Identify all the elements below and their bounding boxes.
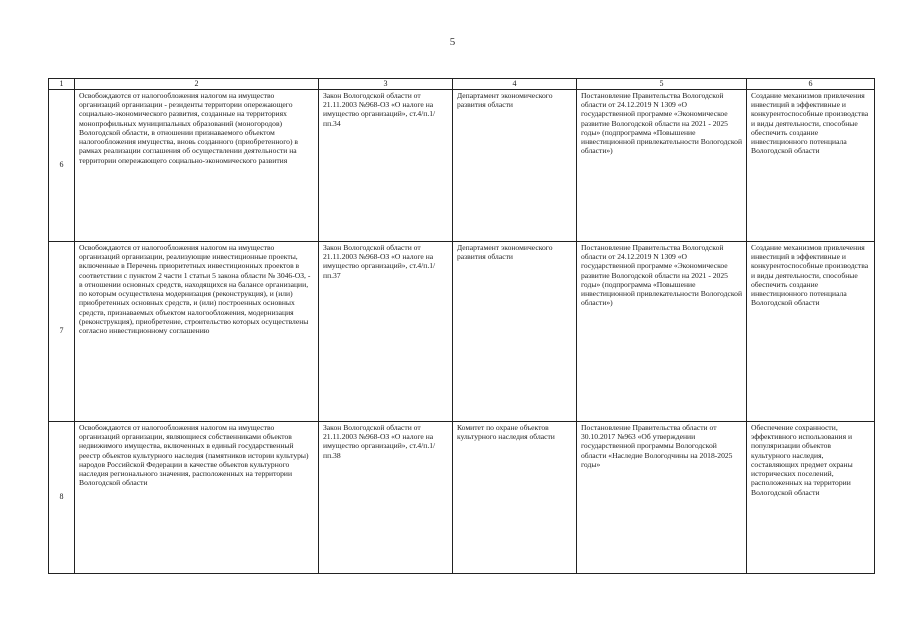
legal-basis: Закон Вологодской области от 21.11.2003 №968-ОЗ «О налоге на имущество организаций», ст.4/п.1/пп.34 bbox=[319, 89, 453, 241]
state-program: Постановление Правительства Вологодской области от 24.12.2019 N 1309 «О государственной программе «Экономическое развитие Вологодской области на 2021 - 2025 годы» (подпрограмма «Повышение инвестиционной привлекательности Вологодской области») bbox=[577, 241, 747, 421]
column-header-3: 3 bbox=[319, 79, 453, 90]
column-header-6: 6 bbox=[747, 79, 875, 90]
column-header-4: 4 bbox=[453, 79, 577, 90]
row-number: 8 bbox=[49, 421, 75, 573]
row-number: 6 bbox=[49, 89, 75, 241]
column-header-1: 1 bbox=[49, 79, 75, 90]
benefit-description: Освобождаются от налогообложения налогом на имущество организаций организации, реализующие инвестиционные проекты, включенные в Перечень приоритетных инвестиционных проектов в соответствии с пунктом 2 части 1 статьи 5 закона области № 3046-ОЗ, - в отношении основных средств, находящихся на балансе организации, по которым осуществлена модернизация (реконструкция), и (или) приобретенных основных средств, и (или) построенных основных средств, признаваемых объектом налогообложения, модернизация (реконструкция), приобретение, строительство которых осуществлены согласно инвестиционному соглашению bbox=[75, 241, 319, 421]
responsible-department: Департамент экономического развития области bbox=[453, 241, 577, 421]
legal-basis: Закон Вологодской области от 21.11.2003 №968-ОЗ «О налоге на имущество организаций», ст.4/п.1/пп.38 bbox=[319, 421, 453, 573]
table-row bbox=[49, 421, 875, 573]
benefit-description: Освобождаются от налогообложения налогом на имущество организаций организации - резиденты территории опережающего социально-экономического развития, созданные на территориях монопрофильных муниципальных образований (моногородов) Вологодской области, в отношении признаваемого объектом налогообложения имущества, вновь созданного (приобретенного) в рамках реализации соглашения об осуществлении деятельности на территории опережающего социально-экономического развития bbox=[75, 89, 319, 241]
table-header-row bbox=[49, 79, 875, 90]
table-row bbox=[49, 241, 875, 421]
program-goal: Создание механизмов привлечения инвестиций в эффективные и конкурентоспособные производства и виды деятельности, способные обеспечить создание инвестиционного потенциала Вологодской области bbox=[747, 89, 875, 241]
responsible-department: Департамент экономического развития области bbox=[453, 89, 577, 241]
page-number: 5 bbox=[449, 36, 456, 48]
responsible-department: Комитет по охране объектов культурного наследия области bbox=[453, 421, 577, 573]
benefits-table bbox=[48, 78, 875, 574]
row-number: 7 bbox=[49, 241, 75, 421]
column-header-5: 5 bbox=[577, 79, 747, 90]
legal-basis: Закон Вологодской области от 21.11.2003 №968-ОЗ «О налоге на имущество организаций», ст.4/п.1/пп.37 bbox=[319, 241, 453, 421]
state-program: Постановление Правительства Вологодской области от 24.12.2019 N 1309 «О государственной программе «Экономическое развитие Вологодской области на 2021 - 2025 годы» (подпрограмма «Повышение инвестиционной привлекательности Вологодской области») bbox=[577, 89, 747, 241]
benefit-description: Освобождаются от налогообложения налогом на имущество организаций организации, являющиеся собственниками объектов недвижимого имущества, включенных в единый государственный реестр объектов культурного наследия (памятников истории культуры) народов Российской Федерации в качестве объектов культурного наследия регионального значения, расположенных на территории Вологодской области bbox=[75, 421, 319, 573]
column-header-2: 2 bbox=[75, 79, 319, 90]
program-goal: Обеспечение сохранности, эффективного использования и популяризации объектов культурного наследия, составляющих предмет охраны исторических поселений, расположенных на территории Вологодской области bbox=[747, 421, 875, 573]
state-program: Постановление Правительства области от 30.10.2017 №963 «Об утверждении государственной программы Вологодской области «Наследие Вологодчины на 2018-2025 годы» bbox=[577, 421, 747, 573]
program-goal: Создание механизмов привлечения инвестиций в эффективные и конкурентоспособные производства и виды деятельности, способные обеспечить создание инвестиционного потенциала Вологодской области bbox=[747, 241, 875, 421]
table-row bbox=[49, 89, 875, 241]
